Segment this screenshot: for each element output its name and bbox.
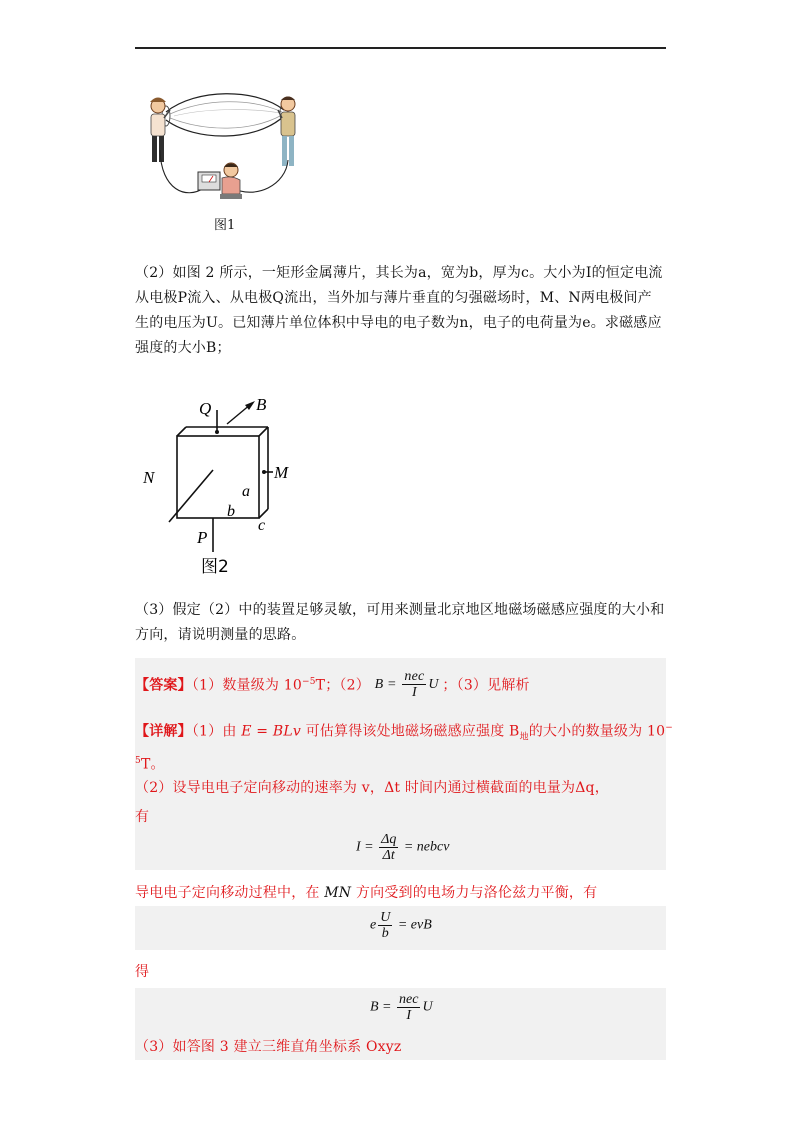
label-b: b — [227, 503, 235, 520]
detail-therefore: 得 — [135, 964, 150, 980]
formula-b-result: B = $\frac{\text{nec}}{I}$ U — [370, 992, 433, 1023]
question-3-line: （3）假定（2）中的装置足够灵敏，可用来测量北京地区地磁场磁感应强度的大小和 — [135, 602, 665, 618]
figure-1-illustration — [136, 90, 306, 210]
header-rule — [135, 47, 666, 49]
question-2-line: 从电极P流入、从电极Q流出，当外加与薄片垂直的匀强磁场时，M、N两电极间产 — [135, 290, 652, 306]
label-b-field: B — [256, 395, 267, 414]
question-2-text — [135, 261, 666, 361]
label-m: M — [274, 463, 289, 482]
answer-line: 【答案】（1）数量级为 $10^{-5}T$；（2） B = $\frac{\text{nec}}{I}$ U ；（3）见解析 — [135, 668, 530, 700]
label-n: N — [143, 468, 155, 487]
formula-current: I = $\frac{\Delta q}{\Delta t}$ = nebcv — [356, 832, 450, 863]
question-3-text — [135, 598, 666, 648]
label-a: a — [242, 483, 250, 500]
question-2-line: 强度的大小B； — [135, 340, 231, 356]
question-3-line: 方向，请说明测量的思路。 — [135, 627, 306, 643]
detail-part-1: 【详解】（1）由 E = BLv 可估算得该处地磁场磁感应强度 $B_地$的大小的数量级为 10− $^5$T。 — [135, 723, 673, 774]
label-c: c — [258, 517, 266, 534]
detail-part-2-intro: （2）设导电电子定向移动的速率为 v，Δt 时间内通过横截面的电量为Δq， 有 — [135, 780, 609, 825]
label-p: P — [197, 528, 208, 547]
answer-tag: 【答案】 — [135, 677, 192, 694]
question-2-line: 生的电压为U。已知薄片单位体积中导电的电子数为n，电子的电荷量为e。求磁感应 — [135, 315, 662, 331]
figure-2-diagram — [135, 392, 295, 582]
detail-tag: 【详解】 — [135, 723, 192, 740]
label-q: Q — [199, 399, 212, 418]
answer-formula-b: B = $\frac{\text{nec}}{I}$ U — [374, 668, 439, 700]
figure-2-caption: 图2 — [201, 557, 229, 577]
formula-force: e $\frac{U}{b}$ = evB — [370, 910, 432, 941]
figure-1-caption: 图1 — [214, 218, 236, 233]
question-2-line: （2）如图 2 所示，一矩形金属薄片，其长为a，宽为b，厚为c。大小为I的恒定电流 — [135, 265, 663, 281]
detail-force-balance: 导电电子定向移动过程中，在 MN 方向受到的电场力与洛伦兹力平衡，有 — [135, 885, 598, 901]
detail-part-3: （3）如答图 3 建立三维直角坐标系 Oxyz — [135, 1039, 402, 1055]
